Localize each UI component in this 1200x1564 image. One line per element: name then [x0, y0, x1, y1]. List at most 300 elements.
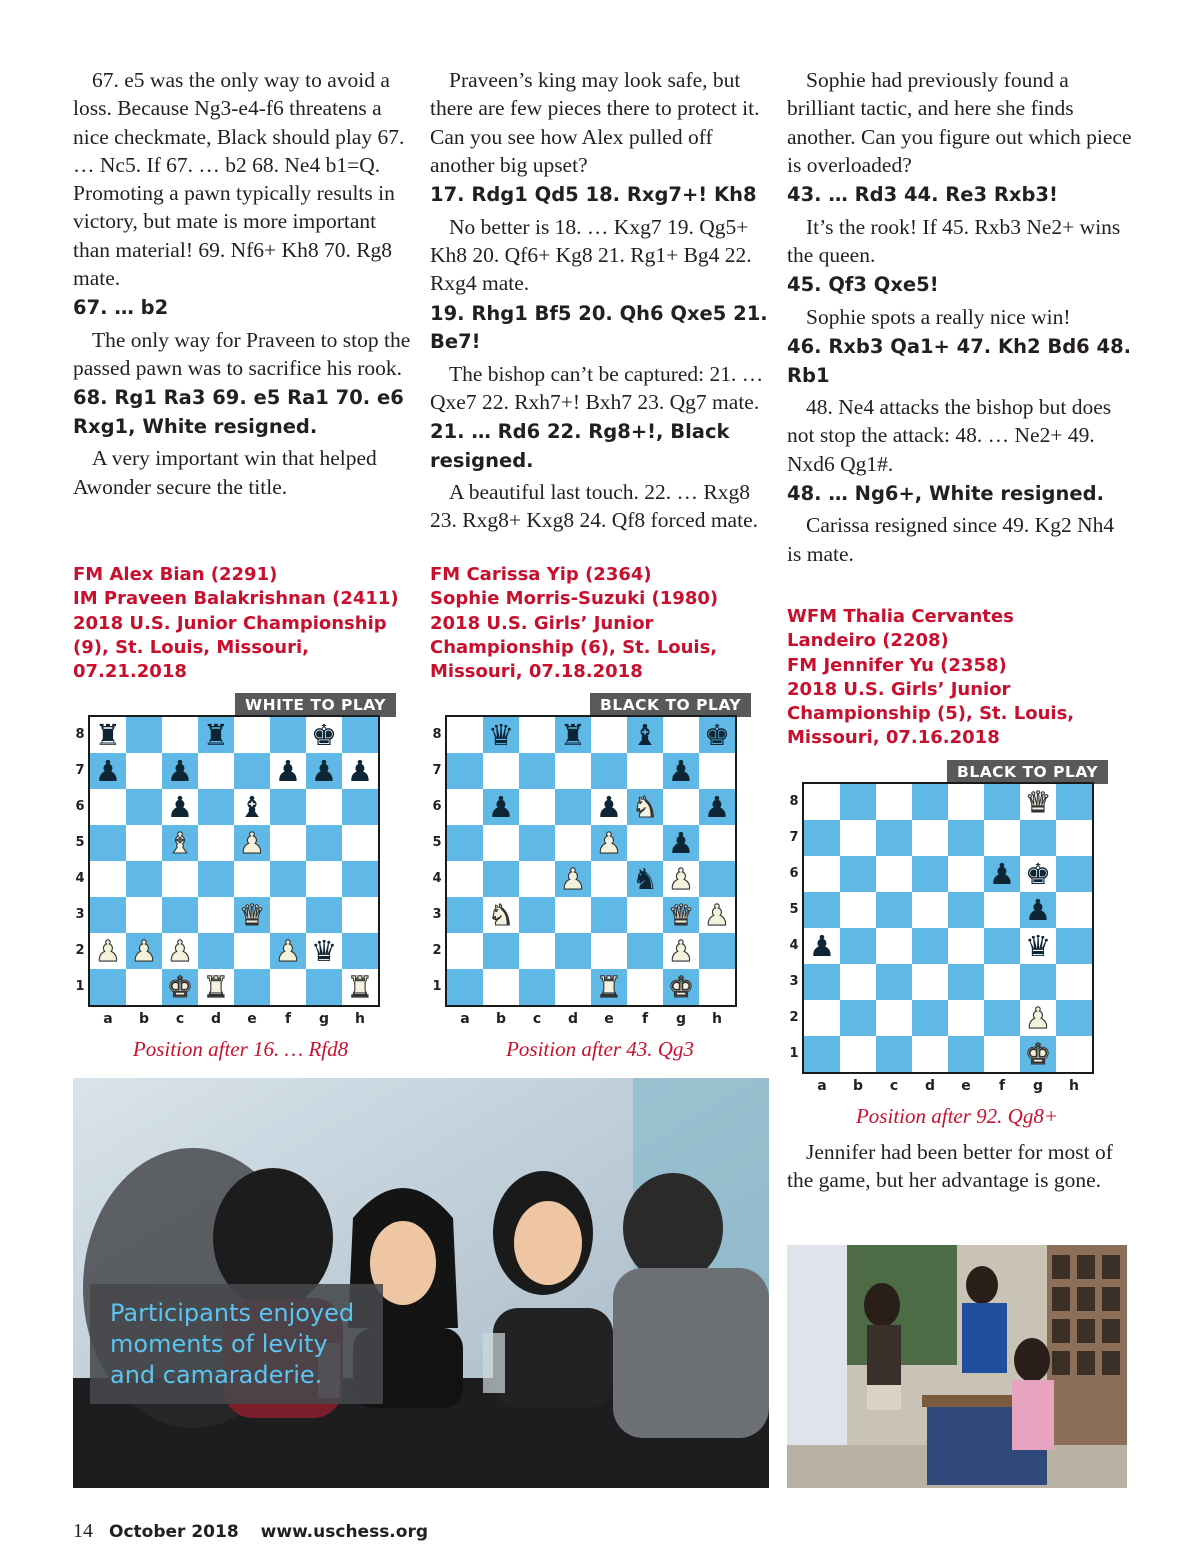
- white-king-icon: ♚: [668, 969, 694, 1004]
- square-f8: [984, 784, 1020, 820]
- square-f8: [270, 717, 306, 753]
- black-pawn-icon: ♟: [311, 753, 337, 788]
- file-label: a: [103, 1011, 113, 1027]
- square-h8: [342, 717, 378, 753]
- file-label: c: [175, 1011, 185, 1027]
- square-c2: [519, 933, 555, 969]
- game-header-line: FM Carissa Yip (2364): [430, 564, 652, 585]
- white-pawn-icon: ♟: [95, 933, 121, 968]
- square-h7: [342, 753, 378, 789]
- black-knight-icon: ♞: [632, 861, 658, 896]
- move-line: 19. Rhg1 Bf5 20. Qh6 Qxe5 21. Be7!: [430, 301, 768, 354]
- square-h8: [1056, 784, 1092, 820]
- square-a1: [90, 969, 126, 1005]
- square-b6: [840, 856, 876, 892]
- white-queen-icon: ♛: [1025, 784, 1051, 819]
- move-line: 48. … Ng6+, White resigned.: [787, 481, 1104, 505]
- game-header-line: FM Alex Bian (2291): [73, 564, 278, 585]
- square-a3: [804, 964, 840, 1000]
- square-c8: [876, 784, 912, 820]
- square-e8: [591, 717, 627, 753]
- rank-label: 1: [75, 979, 85, 994]
- rank-label: 7: [789, 830, 799, 845]
- square-a3: [90, 897, 126, 933]
- square-a5: [90, 825, 126, 861]
- square-e3: [948, 964, 984, 1000]
- square-h5: [699, 825, 735, 861]
- white-pawn-icon: ♟: [131, 933, 157, 968]
- square-a1: [447, 969, 483, 1005]
- paragraph: A beautiful last touch. 22. … Rxg8 23. Rxg8+ Kxg8 24. Qf8 forced mate.: [430, 480, 758, 533]
- square-b4: [126, 861, 162, 897]
- square-e8: [234, 717, 270, 753]
- square-d5: [198, 825, 234, 861]
- square-b4: [483, 861, 519, 897]
- square-b7: [483, 753, 519, 789]
- game-header-line: WFM Thalia Cervantes: [787, 606, 1014, 627]
- square-f7: [270, 753, 306, 789]
- rank-label: 4: [432, 871, 442, 886]
- file-label: f: [641, 1011, 649, 1027]
- rank-label: 6: [75, 799, 85, 814]
- square-b8: [126, 717, 162, 753]
- square-g6: [1020, 856, 1056, 892]
- square-a6: [447, 789, 483, 825]
- white-pawn-icon: ♟: [239, 825, 265, 860]
- square-g4: [1020, 928, 1056, 964]
- square-b8: [840, 784, 876, 820]
- rank-label: 5: [432, 835, 442, 850]
- paragraph: 67. e5 was the only way to avoid a loss. Because Ng3-e4-f6 threatens a nice checkmate, Black should play 67. … Nc5. If 67. … b2 68. Ne4 b1=Q. Promoting a pawn typically results in victory, but mate is more important than material! 69. Nf6+ Kh8 70. Rg8 mate.: [73, 68, 405, 291]
- square-f3: [270, 897, 306, 933]
- square-a4: [90, 861, 126, 897]
- square-e3: [234, 897, 270, 933]
- file-label: d: [210, 1011, 222, 1027]
- square-d6: [555, 789, 591, 825]
- square-d8: [198, 717, 234, 753]
- square-c2: [876, 1000, 912, 1036]
- square-h6: [342, 789, 378, 825]
- game-header-line: Sophie Morris-Suzuki (1980): [430, 588, 719, 610]
- paragraph: 48. Ne4 attacks the bishop but does not stop the attack: 48. … Ne2+ 49. Nxd6 Qg1#.: [787, 395, 1112, 476]
- move-line: 45. Qf3 Qxe5!: [787, 273, 939, 297]
- square-d8: [912, 784, 948, 820]
- square-g5: [306, 825, 342, 861]
- paragraph: No better is 18. … Kxg7 19. Qg5+ Kh8 20. Qf6+ Kg8 21. Rg1+ Bg4 22. Rxg4 mate.: [430, 214, 752, 296]
- file-label: h: [355, 1011, 365, 1027]
- square-f2: [270, 933, 306, 969]
- square-g2: [663, 933, 699, 969]
- file-label: g: [318, 1011, 330, 1027]
- rank-label: 1: [432, 979, 442, 994]
- game-header-2: [430, 563, 718, 684]
- square-g4: [306, 861, 342, 897]
- participants-photo: [73, 1078, 769, 1488]
- square-f1: [270, 969, 306, 1005]
- move-line: 68. Rg1 Ra3 69. e5 Ra1 70. e6 Rxg1, White resigned.: [73, 386, 404, 438]
- tournament-photo: [787, 1245, 1127, 1488]
- square-d6: [198, 789, 234, 825]
- game-header-line: 07.21.2018: [73, 661, 187, 683]
- paragraph: Praveen’s king may look safe, but there are few pieces there to protect it. Can you see how Alex pulled off another big upset?: [430, 68, 760, 177]
- square-e2: [591, 933, 627, 969]
- issue-date: October 2018: [109, 1522, 239, 1542]
- file-label: a: [460, 1011, 470, 1027]
- black-queen-icon: ♛: [488, 717, 514, 752]
- black-pawn-icon: ♟: [1025, 892, 1051, 927]
- square-e5: [948, 892, 984, 928]
- move-line: 21. … Rd6 22. Rg8+!, Black resigned.: [430, 420, 730, 472]
- rank-label: 8: [75, 727, 85, 742]
- diagram-caption: Position after 43. Qg3: [506, 1037, 694, 1061]
- paragraph: Jennifer had been better for most of the game, but her advantage is gone.: [787, 1140, 1113, 1193]
- square-e4: [591, 861, 627, 897]
- square-g7: [1020, 820, 1056, 856]
- square-h2: [699, 933, 735, 969]
- file-label: d: [567, 1011, 579, 1027]
- rank-label: 3: [789, 974, 799, 989]
- square-d8: [555, 717, 591, 753]
- paragraph: Sophie spots a really nice win!: [806, 304, 1071, 329]
- square-g5: [663, 825, 699, 861]
- black-pawn-icon: ♟: [809, 928, 835, 963]
- square-c8: [162, 717, 198, 753]
- file-label: b: [138, 1011, 150, 1027]
- rank-label: 3: [432, 907, 442, 922]
- square-f6: [984, 856, 1020, 892]
- square-b7: [840, 820, 876, 856]
- square-e1: [234, 969, 270, 1005]
- square-a7: [447, 753, 483, 789]
- black-pawn-icon: ♟: [167, 789, 193, 824]
- file-label: g: [1032, 1078, 1044, 1094]
- white-pawn-icon: ♟: [1025, 1000, 1051, 1035]
- square-h3: [1056, 964, 1092, 1000]
- square-f7: [627, 753, 663, 789]
- white-pawn-icon: ♟: [668, 933, 694, 968]
- black-pawn-icon: ♟: [704, 789, 730, 824]
- game-header-line: 2018 U.S. Girls’ Junior: [787, 678, 1011, 700]
- square-a8: [90, 717, 126, 753]
- white-pawn-icon: ♟: [275, 933, 301, 968]
- square-h3: [699, 897, 735, 933]
- white-bishop-icon: ♝: [167, 825, 193, 860]
- square-a8: [804, 784, 840, 820]
- square-g5: [1020, 892, 1056, 928]
- square-e5: [591, 825, 627, 861]
- square-h2: [342, 933, 378, 969]
- square-c3: [162, 897, 198, 933]
- square-f4: [270, 861, 306, 897]
- square-b6: [126, 789, 162, 825]
- square-a7: [804, 820, 840, 856]
- square-f5: [270, 825, 306, 861]
- square-c5: [162, 825, 198, 861]
- paragraph: It’s the rook! If 45. Rxb3 Ne2+ wins the queen.: [787, 214, 1121, 267]
- black-pawn-icon: ♟: [488, 789, 514, 824]
- file-label: a: [817, 1078, 827, 1094]
- chess-diagram-2: [425, 693, 775, 1068]
- square-c4: [876, 928, 912, 964]
- black-pawn-icon: ♟: [668, 825, 694, 860]
- square-c1: [876, 1036, 912, 1072]
- square-g1: [663, 969, 699, 1005]
- game-header-1: [73, 563, 399, 684]
- square-b3: [840, 964, 876, 1000]
- square-h7: [699, 753, 735, 789]
- square-a2: [447, 933, 483, 969]
- white-pawn-icon: ♟: [668, 861, 694, 896]
- square-b7: [126, 753, 162, 789]
- page-number: 14: [73, 1520, 93, 1542]
- rank-label: 5: [789, 902, 799, 917]
- rank-label: 6: [432, 799, 442, 814]
- square-c5: [876, 892, 912, 928]
- square-a3: [447, 897, 483, 933]
- black-pawn-icon: ♟: [668, 753, 694, 788]
- square-e7: [591, 753, 627, 789]
- rank-label: 4: [789, 938, 799, 953]
- chessboard: [445, 715, 737, 1007]
- rank-label: 2: [432, 943, 442, 958]
- paragraph: Sophie had previously found a brilliant tactic, and here she finds another. Can you figure out which piece is overloaded?: [787, 68, 1132, 177]
- black-queen-icon: ♛: [1025, 928, 1051, 963]
- square-h1: [699, 969, 735, 1005]
- square-c1: [519, 969, 555, 1005]
- white-knight-icon: ♞: [488, 897, 514, 932]
- game-header-line: (9), St. Louis, Missouri,: [73, 636, 309, 658]
- square-g3: [306, 897, 342, 933]
- black-king-icon: ♚: [704, 717, 730, 752]
- white-queen-icon: ♛: [239, 897, 265, 932]
- white-rook-icon: ♜: [203, 969, 229, 1004]
- square-a1: [804, 1036, 840, 1072]
- tournament-photo-image: [787, 1245, 1127, 1488]
- paragraph: The bishop can’t be captured: 21. … Qxe7 22. Rxh7+! Bxh7 23. Qg7 mate.: [430, 361, 764, 414]
- square-b5: [126, 825, 162, 861]
- file-label: c: [532, 1011, 542, 1027]
- website-url: www.uschess.org: [260, 1522, 428, 1542]
- square-d5: [555, 825, 591, 861]
- square-a4: [804, 928, 840, 964]
- square-d4: [912, 928, 948, 964]
- square-h8: [699, 717, 735, 753]
- game-header-line: 2018 U.S. Girls’ Junior: [430, 612, 654, 634]
- black-bishop-icon: ♝: [632, 717, 658, 752]
- game-header-line: FM Jennifer Yu (2358): [787, 654, 1007, 676]
- to-play-tag: WHITE TO PLAY: [235, 693, 396, 717]
- file-label: b: [852, 1078, 864, 1094]
- square-d4: [198, 861, 234, 897]
- square-d4: [555, 861, 591, 897]
- column-3: [787, 66, 1132, 570]
- black-king-icon: ♚: [311, 717, 337, 752]
- square-f2: [627, 933, 663, 969]
- square-f6: [270, 789, 306, 825]
- to-play-tag: BLACK TO PLAY: [947, 760, 1108, 784]
- square-g7: [663, 753, 699, 789]
- square-g4: [663, 861, 699, 897]
- square-d5: [912, 892, 948, 928]
- square-g3: [663, 897, 699, 933]
- square-c7: [162, 753, 198, 789]
- square-f1: [627, 969, 663, 1005]
- game-header-line: IM Praveen Balakrishnan (2411): [73, 588, 399, 610]
- black-pawn-icon: ♟: [95, 753, 121, 788]
- square-f3: [984, 964, 1020, 1000]
- black-queen-icon: ♛: [311, 933, 337, 968]
- move-line: 17. Rdg1 Qd5 18. Rxg7+! Kh8: [430, 183, 757, 207]
- square-g2: [1020, 1000, 1056, 1036]
- square-a4: [447, 861, 483, 897]
- black-rook-icon: ♜: [560, 717, 586, 752]
- square-a5: [804, 892, 840, 928]
- square-h6: [699, 789, 735, 825]
- white-king-icon: ♚: [167, 969, 193, 1004]
- square-b2: [483, 933, 519, 969]
- file-label: h: [1069, 1078, 1079, 1094]
- white-knight-icon: ♞: [632, 789, 658, 824]
- square-c6: [162, 789, 198, 825]
- white-queen-icon: ♛: [668, 897, 694, 932]
- square-e4: [234, 861, 270, 897]
- square-c6: [519, 789, 555, 825]
- square-f7: [984, 820, 1020, 856]
- rank-label: 6: [789, 866, 799, 881]
- square-b1: [126, 969, 162, 1005]
- square-g3: [1020, 964, 1056, 1000]
- chess-diagram-1: [68, 693, 413, 1068]
- square-f8: [627, 717, 663, 753]
- game-header-line: 2018 U.S. Junior Championship: [73, 612, 387, 634]
- square-c2: [162, 933, 198, 969]
- game-header-line: Missouri, 07.16.2018: [787, 727, 1000, 749]
- rank-label: 2: [75, 943, 85, 958]
- square-e2: [948, 1000, 984, 1036]
- square-e6: [591, 789, 627, 825]
- move-line: 43. … Rd3 44. Re3 Rxb3!: [787, 183, 1058, 207]
- rank-label: 1: [789, 1046, 799, 1061]
- square-g1: [1020, 1036, 1056, 1072]
- square-e1: [948, 1036, 984, 1072]
- square-d3: [555, 897, 591, 933]
- square-b2: [126, 933, 162, 969]
- white-pawn-icon: ♟: [596, 825, 622, 860]
- rank-label: 7: [75, 763, 85, 778]
- page-footer: [73, 1520, 450, 1543]
- rank-label: 3: [75, 907, 85, 922]
- rank-label: 8: [789, 794, 799, 809]
- rank-label: 2: [789, 1010, 799, 1025]
- square-e2: [234, 933, 270, 969]
- white-pawn-icon: ♟: [167, 933, 193, 968]
- square-c7: [876, 820, 912, 856]
- square-f2: [984, 1000, 1020, 1036]
- chessboard: [802, 782, 1094, 1074]
- square-a2: [90, 933, 126, 969]
- black-pawn-icon: ♟: [596, 789, 622, 824]
- square-e8: [948, 784, 984, 820]
- square-b4: [840, 928, 876, 964]
- square-g8: [306, 717, 342, 753]
- square-a2: [804, 1000, 840, 1036]
- column-2: [430, 66, 775, 537]
- square-b6: [483, 789, 519, 825]
- white-pawn-icon: ♟: [560, 861, 586, 896]
- square-d3: [912, 964, 948, 1000]
- square-d1: [555, 969, 591, 1005]
- rank-label: 7: [432, 763, 442, 778]
- square-c4: [519, 861, 555, 897]
- black-pawn-icon: ♟: [989, 856, 1015, 891]
- square-a6: [804, 856, 840, 892]
- square-a8: [447, 717, 483, 753]
- square-f5: [627, 825, 663, 861]
- square-c3: [876, 964, 912, 1000]
- square-f4: [984, 928, 1020, 964]
- square-e3: [591, 897, 627, 933]
- square-c8: [519, 717, 555, 753]
- diagram-caption: Position after 92. Qg8+: [855, 1104, 1058, 1128]
- game-header-3: [787, 605, 1074, 751]
- diagram-caption: Position after 16. … Rfd8: [132, 1037, 349, 1061]
- square-c3: [519, 897, 555, 933]
- square-d7: [555, 753, 591, 789]
- paragraph: Carissa resigned since 49. Kg2 Nh4 is mate.: [787, 513, 1115, 566]
- square-f3: [627, 897, 663, 933]
- white-king-icon: ♚: [1025, 1036, 1051, 1071]
- file-label: e: [604, 1011, 614, 1027]
- black-rook-icon: ♜: [95, 717, 121, 752]
- rank-label: 8: [432, 727, 442, 742]
- file-label: e: [247, 1011, 257, 1027]
- square-d2: [912, 1000, 948, 1036]
- square-h5: [342, 825, 378, 861]
- square-g8: [663, 717, 699, 753]
- file-label: f: [998, 1078, 1006, 1094]
- square-d2: [198, 933, 234, 969]
- square-f1: [984, 1036, 1020, 1072]
- square-e6: [234, 789, 270, 825]
- square-g8: [1020, 784, 1056, 820]
- square-e7: [948, 820, 984, 856]
- square-h4: [1056, 928, 1092, 964]
- paragraph: The only way for Praveen to stop the passed pawn was to sacrifice his rook.: [73, 327, 411, 381]
- square-a5: [447, 825, 483, 861]
- game-header-line: Landeiro (2208): [787, 630, 949, 652]
- white-pawn-icon: ♟: [704, 897, 730, 932]
- square-b5: [483, 825, 519, 861]
- black-pawn-icon: ♟: [275, 753, 301, 788]
- game-header-line: Championship (5), St. Louis,: [787, 703, 1075, 725]
- chessboard: [88, 715, 380, 1007]
- square-c7: [519, 753, 555, 789]
- square-h4: [699, 861, 735, 897]
- square-d7: [912, 820, 948, 856]
- square-d6: [912, 856, 948, 892]
- square-b3: [126, 897, 162, 933]
- paragraph: A very important win that helped Awonder secure the title.: [73, 446, 377, 499]
- square-g2: [306, 933, 342, 969]
- black-rook-icon: ♜: [203, 717, 229, 752]
- file-label: g: [675, 1011, 687, 1027]
- file-label: c: [889, 1078, 899, 1094]
- square-c5: [519, 825, 555, 861]
- square-h1: [342, 969, 378, 1005]
- square-a6: [90, 789, 126, 825]
- square-f6: [627, 789, 663, 825]
- game-header-line: Missouri, 07.18.2018: [430, 661, 643, 683]
